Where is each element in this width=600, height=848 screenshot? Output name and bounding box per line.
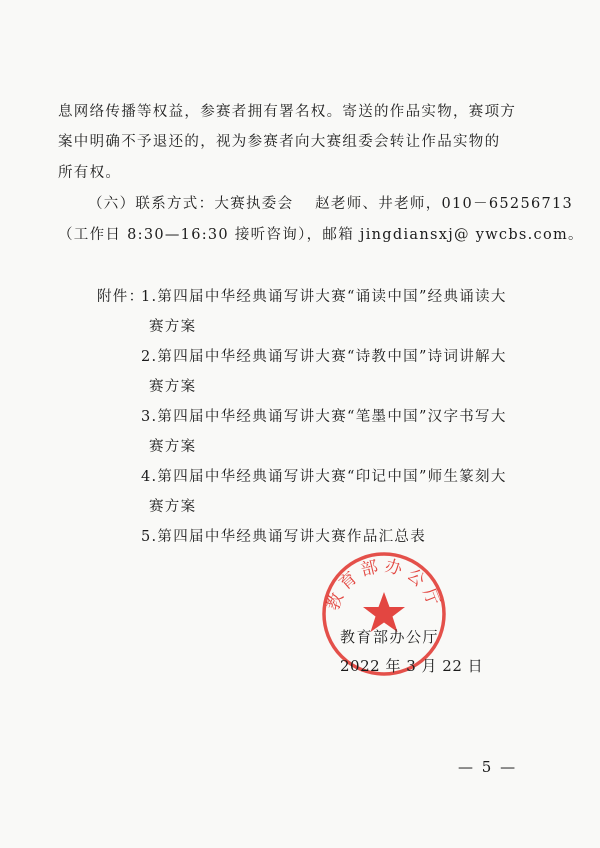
body-line-1: 息网络传播等权益，参赛者拥有署名权。寄送的作品实物，赛项方 bbox=[58, 104, 517, 120]
body-line-2: 案中明确不予退还的，视为参赛者向大赛组委会转让作品实物的 bbox=[58, 134, 501, 150]
attachment-item-4-cont: 赛方案 bbox=[149, 499, 197, 515]
svg-text:教育部办公厅: 教育部办公厅 bbox=[323, 556, 445, 614]
contact-line: （六）联系方式：大赛执委会 赵老师、井老师，010－65256713 bbox=[88, 196, 574, 212]
issuer-name: 教育部办公厅 bbox=[340, 628, 440, 646]
issue-date: 2022 年 3 月 22 日 bbox=[340, 657, 484, 675]
attachment-item-4: 4.第四届中华经典诵写讲大赛“印记中国”师生篆刻大 bbox=[141, 469, 507, 485]
attachment-item-3: 3.第四届中华经典诵写讲大赛“笔墨中国”汉字书写大 bbox=[141, 409, 507, 425]
body-line-3: 所有权。 bbox=[58, 165, 122, 181]
attachment-item-2: 2.第四届中华经典诵写讲大赛“诗教中国”诗词讲解大 bbox=[141, 349, 507, 365]
contact-hours-line: （工作日 8:30—16:30 接听咨询），邮箱 jingdiansxj@ ywcbs.com。 bbox=[58, 227, 584, 243]
attachment-item-5: 5.第四届中华经典诵写讲大赛作品汇总表 bbox=[141, 529, 427, 545]
attachment-item-1-cont: 赛方案 bbox=[149, 319, 197, 335]
page-number: — 5 — bbox=[458, 758, 518, 776]
attachment-item-2-cont: 赛方案 bbox=[149, 379, 197, 395]
attachment-item-3-cont: 赛方案 bbox=[149, 439, 197, 455]
attachments-label: 附件： bbox=[97, 289, 145, 305]
attachment-item-1: 1.第四届中华经典诵写讲大赛“诵读中国”经典诵读大 bbox=[141, 289, 507, 305]
